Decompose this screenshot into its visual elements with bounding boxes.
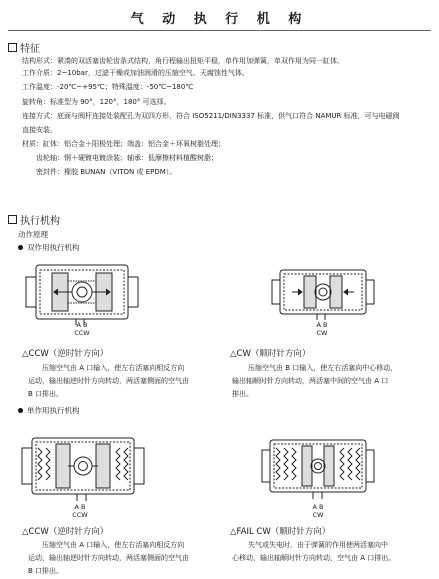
page-title: 气 动 执 行 机 构: [130, 12, 309, 27]
single-acting-ccw-diagram: [18, 430, 148, 508]
mechanism-heading-text: 执行机构: [20, 216, 60, 227]
double-acting-label-text: 双作用执行机构: [27, 243, 80, 252]
feature-line: 结构形式：紧凑的双活塞齿轮齿条式结构，角行程输出扭矩平稳，单作用加弹簧，单双作用为同一缸体。: [22, 57, 344, 65]
title-rule: [8, 30, 431, 31]
cw-description-line: 排出。: [232, 390, 253, 398]
direction-label: CW: [316, 329, 328, 337]
fail-cw-description-line: 心移动，输出轴顺时针方向转动，空气由 A 口排出。: [232, 554, 396, 562]
direction-label: CCW: [72, 511, 88, 519]
feature-line: 材质：缸体：铝合金＋阳极处理；端盖：铝合金＋环氧树脂处理；: [22, 140, 225, 148]
feature-line: 工作温度：-20℃~+95℃；特殊温度：-50℃~180℃: [22, 83, 194, 91]
cw-caption: △CW（顺时针方向）: [230, 349, 311, 359]
cw-description-line: 输出轴顺时针方向转动，两活塞中间的空气由 A 口: [232, 377, 389, 385]
single-acting-label: [18, 405, 80, 416]
port-labels: A B: [312, 503, 324, 511]
features-heading-text: 特征: [20, 44, 40, 55]
direction-label: CW: [312, 511, 324, 519]
double-acting-label: [18, 242, 80, 253]
fail-cw-caption: △FAIL CW（顺时针方向）: [230, 527, 331, 537]
port-labels: A B: [74, 503, 86, 511]
features-heading: [8, 40, 40, 55]
single-ccw-caption: △CCW（逆时针方向）: [22, 527, 109, 537]
single-acting-label-text: 单作用执行机构: [27, 406, 80, 415]
feature-line: 工作介质：2~10bar，过滤干燥或加油润滑的压缩空气、天腐蚀性气体。: [22, 69, 249, 77]
section-box-icon: [8, 215, 17, 224]
single-ccw-description-line: 压缩空气由 A 口输入，使左右活塞向相反方向: [42, 541, 185, 549]
bullet-icon: [18, 408, 23, 413]
cw-description-line: 压缩空气由 B 口输入，使左右活塞向中心移动，: [248, 364, 398, 372]
ccw-description-line: 运动，输出轴逆时针方向转动，两活塞侧面的空气由: [28, 377, 189, 385]
port-labels: A B: [76, 321, 88, 329]
direction-label: CCW: [74, 329, 90, 337]
feature-line: 直接安装。: [22, 126, 57, 134]
single-ccw-description-line: B 口排出。: [28, 567, 64, 575]
feature-line: 连接方式：底面与阀杆连接处装配孔为双四方形，符合 ISO5211/DIN3337 标准，供气口符合 NAMUR 标准，可与电磁阀: [22, 112, 400, 120]
double-acting-ccw-diagram: [22, 255, 142, 330]
feature-line: 齿轮轴：钢＋硬镀电镀涂装；轴承：低摩擦材料植酸树脂；: [36, 154, 218, 162]
section-box-icon: [8, 43, 17, 52]
ccw-description-line: B 口排出。: [28, 390, 64, 398]
ccw-description-line: 压缩空气由 A 口输入，使左右活塞向相反方向: [42, 364, 185, 372]
feature-line: 旋转角：标准型为 90°，120°，180° 可选择。: [22, 98, 171, 106]
fail-cw-description-line: 失气或失电时，由于弹簧的作用使两活塞向中: [248, 541, 388, 549]
ccw-caption: △CCW（逆时针方向）: [22, 349, 109, 359]
single-ccw-description-line: 运动，输出轴逆时针方向转动，两活塞侧面的空气由: [28, 554, 189, 562]
bullet-icon: [18, 245, 23, 250]
mechanism-heading: [8, 212, 60, 227]
double-acting-cw-diagram: [268, 262, 378, 324]
principle-label: 动作原理: [18, 230, 48, 239]
port-labels: A B: [316, 321, 328, 329]
single-acting-cw-diagram: [258, 432, 378, 506]
feature-line: 密封件：橡胶 BUNAN（VITON 或 EPDM）。: [36, 168, 177, 176]
